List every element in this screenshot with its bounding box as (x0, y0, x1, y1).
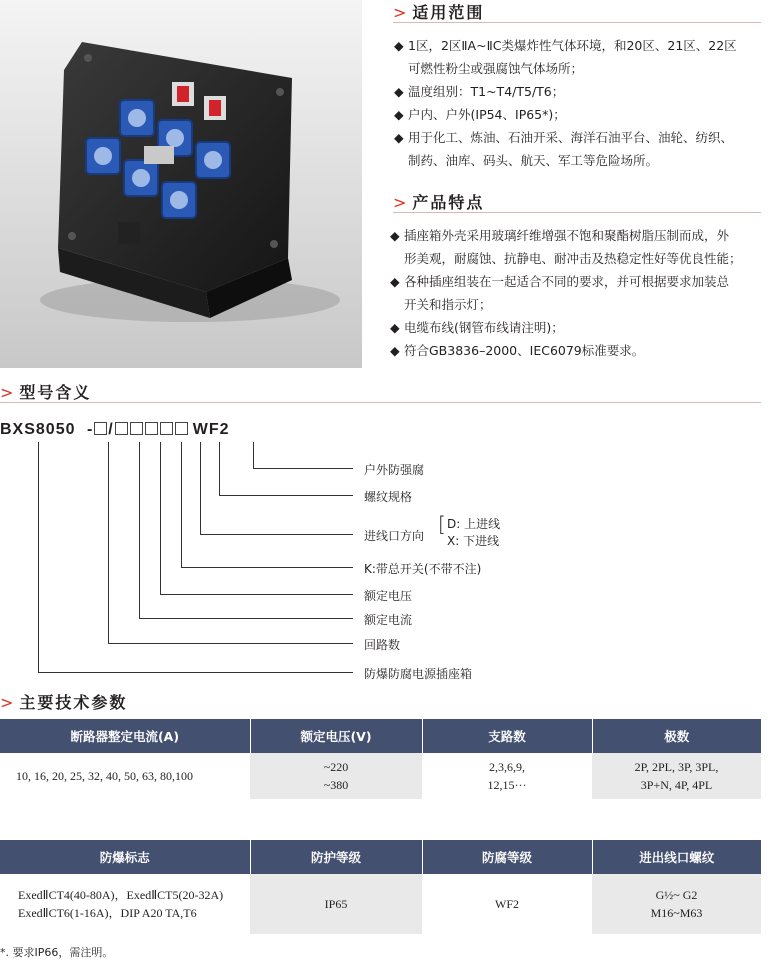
list-item: ◆ 1区，2区ⅡA~ⅡC类爆炸性气体环境，和20区、21区、22区 可燃性粉尘或强腐蚀气体场所； (394, 34, 737, 80)
chevron-right-icon: > (393, 193, 409, 212)
diamond-bullet-icon: ◆ (394, 107, 404, 122)
code-box (160, 422, 173, 435)
table-cell: 2P, 2PL, 3P, 3PL, 3P+N, 4P, 4PL (592, 753, 761, 799)
params-table-1 (0, 719, 761, 799)
code-box (115, 422, 128, 435)
diamond-bullet-icon: ◆ (394, 130, 404, 145)
table-cell: 10, 16, 20, 25, 32, 40, 50, 63, 80,100 (16, 769, 193, 783)
list-item: ◆ 温度组别：T1~T4/T5/T6； (394, 80, 737, 103)
table-cell: IP65 (250, 874, 422, 934)
table-cell: ExedⅡCT4(40-80A)，ExedⅡCT5(20-32A) ExedⅡCT6(1-16A)，DIP A20 TA,T6 (18, 888, 224, 920)
code-box (145, 422, 158, 435)
diamond-bullet-icon: ◆ (394, 38, 404, 53)
chevron-right-icon: > (0, 383, 16, 402)
diamond-bullet-icon: ◆ (390, 228, 400, 243)
column-header: 极数 (592, 719, 761, 753)
model-code: BXS8050 - / WF2 (0, 421, 230, 438)
table-row (0, 753, 761, 799)
list-item: ◆ 电缆布线(钢管布线请注明)； (390, 316, 742, 339)
label-rated-voltage: 额定电压 (364, 589, 413, 603)
code-box (175, 422, 188, 435)
table-cell: G½~ G2 M16~M63 (592, 874, 761, 934)
list-item: ◆ 户内、户外(IP54、IP65*)； (394, 103, 737, 126)
bracket: [ (438, 512, 446, 536)
code-box (130, 422, 143, 435)
table-row (0, 874, 761, 934)
table-header-row (0, 719, 761, 753)
diamond-bullet-icon: ◆ (390, 274, 400, 289)
features-list (390, 224, 742, 362)
diamond-bullet-icon: ◆ (390, 320, 400, 335)
product-photo (0, 0, 362, 368)
chevron-right-icon: > (0, 693, 16, 712)
column-header: 防爆标志 (0, 840, 250, 874)
scope-title: > 适用范围 (393, 3, 485, 22)
label-product: 防爆防腐电源插座箱 (364, 667, 473, 681)
table-cell: ~220 ~380 (250, 753, 422, 799)
label-main-switch: K:带总开关(不带不注) (364, 562, 482, 576)
code-box (94, 422, 107, 435)
table-cell: WF2 (495, 897, 519, 911)
label-direction: 进线口方向 (364, 529, 425, 543)
label-rated-current: 额定电流 (364, 613, 413, 627)
column-header: 防护等级 (250, 840, 422, 874)
diamond-bullet-icon: ◆ (394, 84, 404, 99)
socket-box-image (0, 0, 362, 368)
label-circuits: 回路数 (364, 638, 401, 652)
divider (0, 402, 761, 403)
diamond-bullet-icon: ◆ (390, 343, 400, 358)
column-header: 支路数 (422, 719, 592, 753)
list-item: ◆ 插座箱外壳采用玻璃纤维增强不饱和聚酯树脂压制而成，外 形美观，耐腐蚀、抗静电、耐冲击及热稳定性好等优良性能； (390, 224, 742, 270)
label-direction-up: D: 上进线 (447, 517, 501, 531)
label-outdoor: 户外防强腐 (364, 463, 425, 477)
features-title: > 产品特点 (393, 193, 485, 212)
footnote: *. 要求IP66，需注明。 (0, 946, 114, 959)
label-direction-down: X: 下进线 (447, 534, 500, 548)
column-header: 防腐等级 (422, 840, 592, 874)
table-header-row (0, 840, 761, 874)
params-title: > 主要技术参数 (0, 693, 128, 712)
column-header: 进出线口螺纹 (592, 840, 761, 874)
column-header: 额定电压(V) (250, 719, 422, 753)
divider (393, 22, 761, 23)
list-item: ◆ 用于化工、炼油、石油开采、海洋石油平台、油轮、纺织、 制药、油库、码头、航天、军工等危险场所。 (394, 126, 737, 172)
list-item: ◆ 各种插座组装在一起适合不同的要求，并可根据要求加装总 开关和指示灯； (390, 270, 742, 316)
chevron-right-icon: > (393, 3, 409, 22)
list-item: ◆ 符合GB3836–2000、IEC6079标准要求。 (390, 339, 742, 362)
scope-list (394, 34, 737, 172)
table-cell: 2,3,6,9, 12,15··· (487, 760, 527, 792)
divider (393, 212, 761, 213)
model-title: > 型号含义 (0, 383, 92, 402)
params-table-2 (0, 840, 761, 934)
label-thread: 螺纹规格 (364, 490, 413, 504)
column-header: 断路器整定电流(A) (0, 719, 250, 753)
